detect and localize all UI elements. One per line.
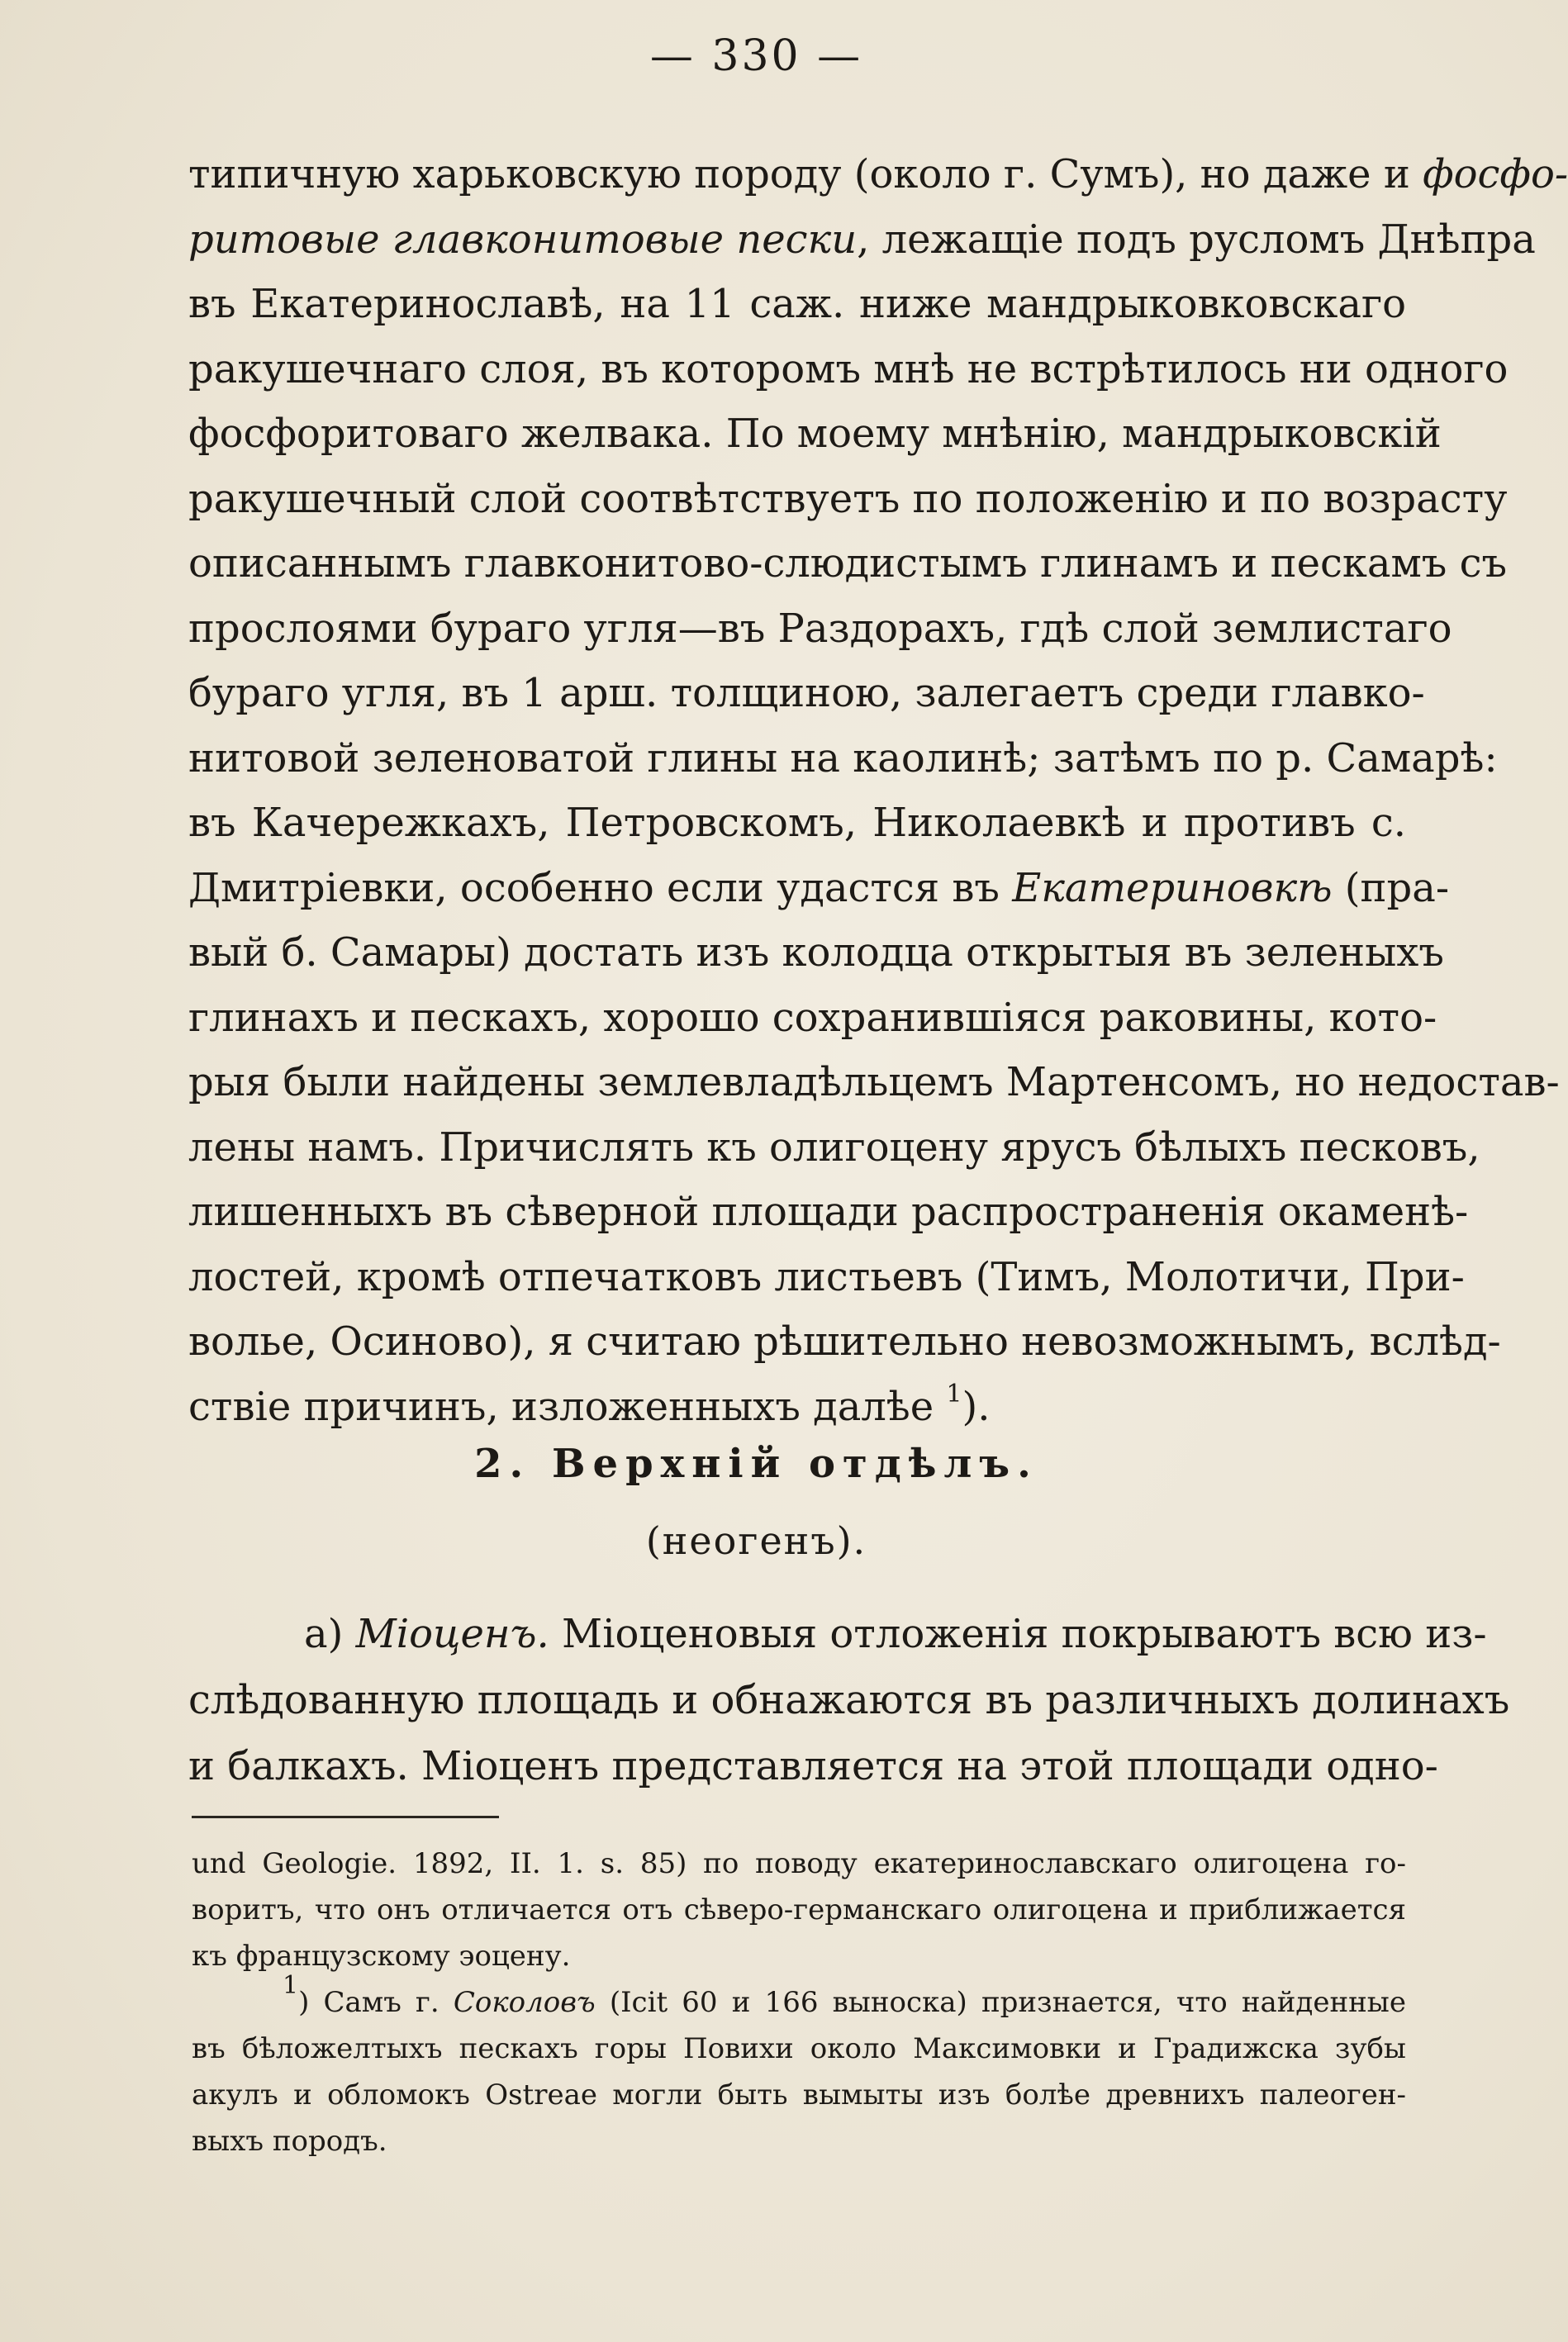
italic-term: Соколовъ — [453, 1986, 596, 2019]
footnote-line: выхъ породъ. — [192, 2125, 387, 2158]
footnote-line: къ французскому эоцену. — [192, 1940, 571, 1973]
footnote-marker: 1 — [283, 1971, 299, 2000]
text-line: лены намъ. Причислять къ олигоцену ярусъ бѣлыхъ песковъ, — [188, 1123, 1480, 1171]
main-paragraph — [188, 142, 1568, 1439]
text-line: вый б. Самары) достать изъ колодца открытыя въ зеленыхъ — [188, 929, 1444, 976]
italic-term: Міоценъ. — [355, 1611, 549, 1657]
text-line: фосфоритоваго желвака. По моему мнѣнію, мандрыковскій — [188, 411, 1442, 457]
page-number: — 330 — — [649, 31, 863, 81]
footnote-line: $^1$) Самъ г. Соколовъ (Icit 60 и 166 выноска) признается, что найденные — [283, 1971, 1406, 2019]
text-line: лишенныхъ въ сѣверной площади распространенія окаменѣ- — [188, 1189, 1469, 1235]
text-line: типичную харьковскую породу (около г. Сумъ), но даже и фосфо- — [188, 151, 1568, 197]
text-line: и балкахъ. Міоценъ представляется на этой площади одно- — [188, 1743, 1438, 1789]
italic-term: Екатериновкѣ — [1012, 864, 1333, 911]
section-title: 2. Верхній отдѣлъ. — [474, 1441, 1038, 1487]
text-line: лостей, кромѣ отпечатковъ листьевъ (Тимъ, Молотичи, При- — [188, 1253, 1465, 1300]
italic-term: фосфо- — [1423, 151, 1568, 197]
footnote-divider — [192, 1816, 499, 1818]
footnote-line: акулъ и обломокъ Ostreae могли быть вымыты изъ болѣе древнихъ палеоген- — [192, 2078, 1406, 2112]
section-subtitle: (неогенъ). — [645, 1518, 867, 1563]
text-line: ритовые главконитовые пески, лежащіе подъ русломъ Днѣпра — [188, 216, 1536, 263]
footnote-line: въ бѣложелтыхъ пескахъ горы Повихи около Максимовки и Градижска зубы — [192, 2032, 1406, 2065]
italic-term: ритовые главконитовые пески — [188, 216, 858, 263]
text-line: ракушечный слой соотвѣтствуетъ по положенію и по возрасту — [188, 475, 1508, 522]
text-line: въ Качережкахъ, Петровскомъ, Николаевкѣ и противъ с. — [188, 800, 1406, 846]
text-line: бураго угля, въ 1 арш. толщиною, залегаетъ среди главко- — [188, 670, 1425, 716]
text-line: рыя были найдены землевладѣльцемъ Мартенсомъ, но недостав- — [188, 1059, 1560, 1105]
footnote-line: воритъ, что онъ отличается отъ сѣверо-германскаго олигоцена и приближается — [192, 1893, 1406, 1926]
miocene-paragraph — [188, 1601, 1510, 1799]
text-line: описаннымъ главконитово-слюдистымъ глинамъ и пескамъ съ — [188, 540, 1508, 587]
text-line: нитовой зеленоватой глины на каолинѣ; затѣмъ по р. Самарѣ: — [188, 734, 1498, 781]
footnote-line: und Geologie. 1892, II. 1. s. 85) по поводу екатеринославскаго олигоцена го- — [192, 1847, 1406, 1880]
text-line: Дмитріевки, особенно если удастся въ Екатериновкѣ (пра- — [188, 864, 1450, 911]
text-line: а) Міоценъ. Міоценовыя отложенія покрываютъ всю из- — [304, 1611, 1487, 1657]
text-line: глинахъ и пескахъ, хорошо сохранившіяся раковины, кото- — [188, 994, 1437, 1041]
text-line: въ Екатеринославѣ, на 11 саж. ниже мандрыковковскаго — [188, 281, 1406, 327]
text-line: волье, Осиново), я считаю рѣшительно невозможнымъ, вслѣд- — [188, 1318, 1501, 1365]
text-line: прослоями бураго угля—въ Раздорахъ, гдѣ слой землистаго — [188, 605, 1452, 652]
text-line: слѣдованную площадь и обнажаются въ различныхъ долинахъ — [188, 1677, 1510, 1723]
text-line: ствіе причинъ, изложенныхъ далѣе $^1$). — [188, 1379, 991, 1430]
footnote-ref: 1 — [946, 1379, 962, 1409]
text-line: ракушечнаго слоя, въ которомъ мнѣ не встрѣтилось ни одного — [188, 345, 1509, 392]
footnotes — [192, 1841, 1406, 2164]
